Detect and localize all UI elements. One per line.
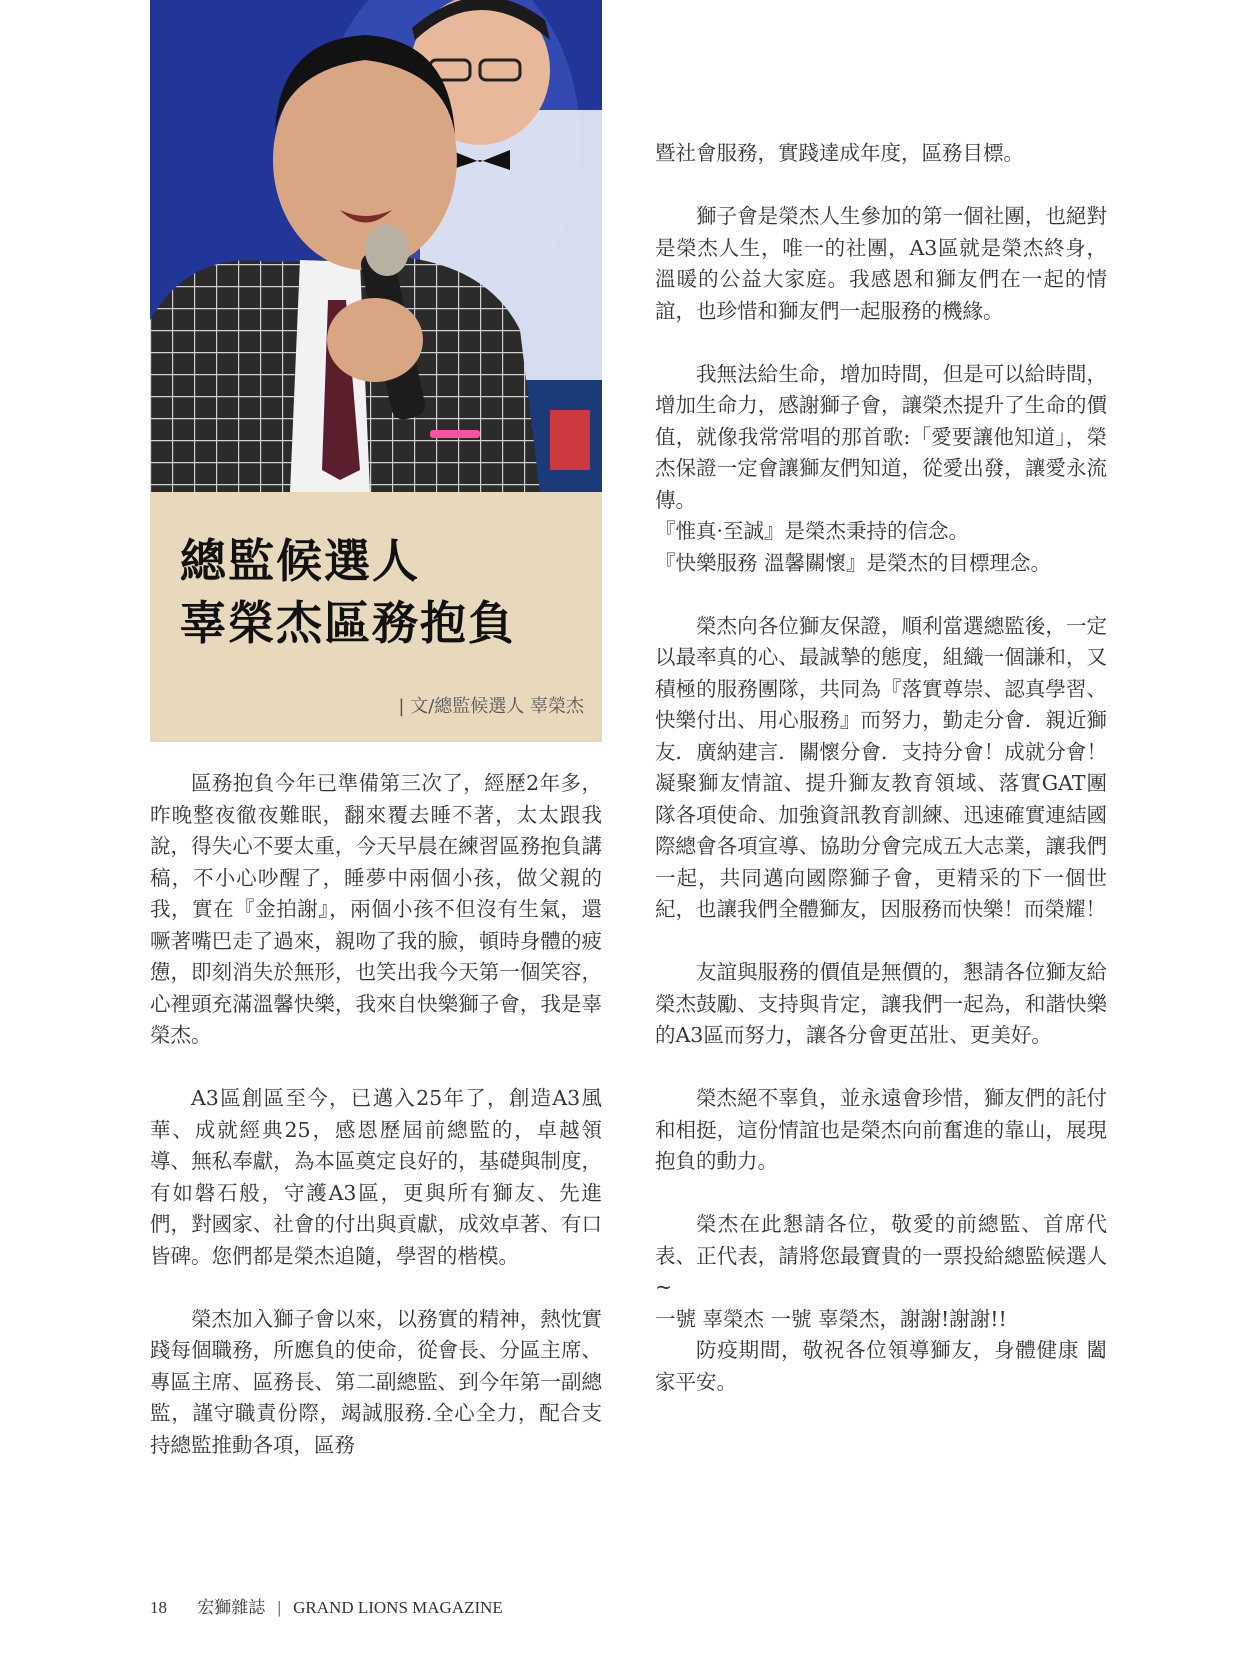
left-paragraph-1: 區務抱負今年已準備第三次了，經歷2年多，昨晚整夜徹夜難眠，翻來覆去睡不著，太太跟我說，得失心不要太重，今天早晨在練習區務抱負講稿，不小心吵醒了，睡夢中兩個小孩，做父親的我，實在『金拍謝』，兩個小孩不但沒有生氣，還噘著嘴巴走了過來，親吻了我的臉，頓時身體的疲憊，即刻消失於無形，也笑出我今天第一個笑容，心裡頭充滿溫馨快樂，我來自快樂獅子會，我是辜榮杰。 [150,771,602,1047]
speaker-photo [150,0,602,492]
title-box [150,492,602,742]
left-paragraph-2: A3區創區至今，已邁入25年了，創造A3風華、成就經典25，感恩歷屆前總監的，卓越領導、無私奉獻，為本區奠定良好的，基礎與制度，有如磐石般，守護A3區，更與所有獅友、先進們，對國家、社會的付出與貢獻，成效卓著、有口皆碑。您們都是榮杰追隨，學習的楷模。 [150,1086,602,1268]
right-paragraph-4: 友誼與服務的價值是無價的，懇請各位獅友給榮杰鼓勵、支持與肯定，讓我們一起為，和諧快樂的A3區而努力，讓各分會更茁壯、更美好。 [655,960,1107,1047]
speaker-photo-illustration [150,0,602,492]
right-paragraph-1: 獅子會是榮杰人生參加的第一個社團，也絕對是榮杰人生，唯一的社團，A3區就是榮杰終身，溫暖的公益大家庭。我感恩和獅友們在一起的情誼，也珍惜和獅友們一起服務的機緣。 [655,204,1107,323]
right-column [655,138,1107,1398]
footer-separator: | [277,1598,281,1617]
right-paragraph-6: 榮杰在此懇請各位，敬愛的前總監、首席代表、正代表，請將您最寶貴的一票投給總監候選人~ [655,1212,1107,1299]
right-paragraph-0: 暨社會服務，實踐達成年度，區務目標。 [655,141,1024,165]
right-paragraph-2: 我無法給生命，增加時間，但是可以給時間，增加生命力，感謝獅子會，讓榮杰提升了生命的價值，就像我常常唱的那首歌:「愛要讓他知道」，榮杰保證一定會讓獅友們知道，從愛出發，讓愛永流傳。 [655,361,1107,512]
left-column [150,768,602,1461]
magazine-name-zh: 宏獅雜誌 [197,1598,266,1617]
right-paragraph-2b: 『惟真·至誠』是榮杰秉持的信念。 [655,519,970,543]
page-number: 18 [150,1598,167,1617]
right-paragraph-6b: 一號 辜榮杰 一號 辜榮杰，謝謝!謝謝!! [655,1306,1007,1331]
right-paragraph-5: 榮杰絕不辜負，並永遠會珍惜，獅友們的託付和相挺，這份情誼也是榮杰向前奮進的靠山，展現抱負的動力。 [655,1086,1107,1173]
article-title-line-2: 辜榮杰區務抱負 [180,596,516,650]
article-title-line-1: 總監候選人 [180,534,420,588]
magazine-name-en: GRAND LIONS MAGAZINE [293,1598,503,1617]
article-title [180,530,516,654]
right-paragraph-3: 榮杰向各位獅友保證，順利當選總監後，一定以最率真的心、最誠摯的態度，組織一個謙和，又積極的服務團隊，共同為『落實尊崇、認真學習、快樂付出、用心服務』而努力，勤走分會．親近獅友．廣納建言．關懷分會．支持分會！成就分會！凝聚獅友情誼、提升獅友教育領域、落實GAT團隊各項使命、加強資訊教育訓練、迅速確實連結國際總會各項宣導、協助分會完成五大志業，讓我們一起，共同邁向國際獅子會，更精采的下一個世紀，也讓我們全體獅友，因服務而快樂！而榮耀！ [655,613,1107,921]
article-byline: | 文/總監候選人 辜榮杰 [398,696,584,717]
right-paragraph-2c: 『快樂服務 溫馨關懷』是榮杰的目標理念。 [655,550,1052,575]
left-paragraph-3: 榮杰加入獅子會以來，以務實的精神，熱忱實踐每個職務，所應負的使命，從會長、分區主席、專區主席、區務長、第二副總監、到今年第一副總監，謹守職責份際，竭誠服務.全心全力，配合支持總監推動各項，區務 [150,1306,602,1457]
page-footer [150,1593,503,1618]
right-paragraph-7: 防疫期間，敬祝各位領導獅友，身體健康 闔家平安。 [655,1338,1107,1394]
